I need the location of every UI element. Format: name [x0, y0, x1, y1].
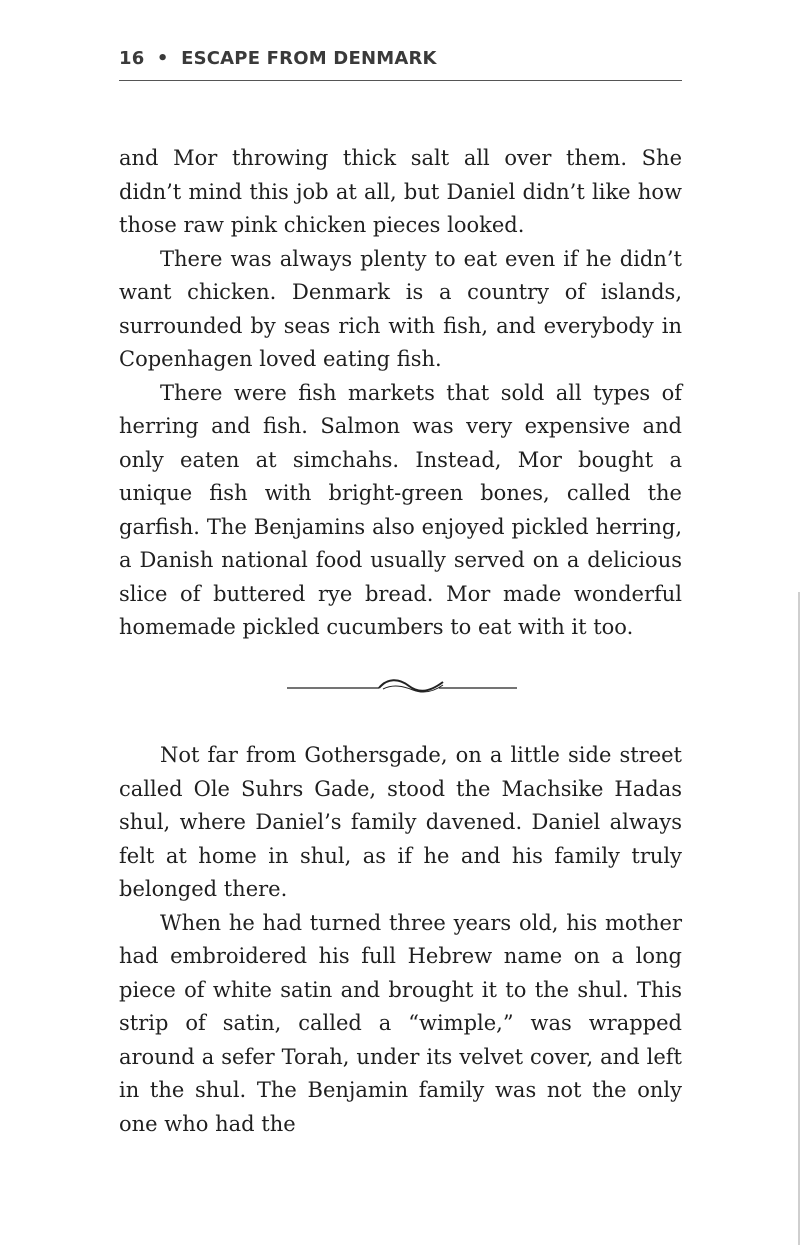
section-break-ornament: [287, 672, 517, 700]
paragraph: There were fish markets that sold all types of herring and fish. Salmon was very expensive and only eaten at simchahs. Instead, Mor bought a unique fish with bright-green bones, called the garfish. The Benjamins also enjoyed pickled herring, a Danish national food usually served on a delicious slice of buttered rye bread. Mor made wonderful homemade pickled cucumbers to eat with it too.: [119, 380, 682, 639]
text-section-1: [119, 142, 682, 645]
paragraph: There was always plenty to eat even if he didn’t want chicken. Denmark is a country of islands, surrounded by seas rich with fish, and everybody in Copenhagen loved eating fish.: [119, 246, 682, 371]
page-number: 16: [119, 48, 145, 69]
paragraph-continued: and Mor throwing thick salt all over them. She didn’t mind this job at all, but Daniel didn’t like how those raw pink chicken pieces looked.: [119, 146, 682, 237]
header-separator: •: [156, 48, 169, 69]
text-section-2: [119, 739, 682, 1141]
running-header: [119, 48, 682, 81]
running-title: ESCAPE FROM DENMARK: [181, 48, 437, 69]
paragraph: When he had turned three years old, his mother had embroidered his full Hebrew name on a long piece of white satin and brought it to the shul. This strip of satin, called a “wimple,” was wrapped around a sefer Torah, under its velvet cover, and left in the shul. The Benjamin family was not the only one who had the: [119, 910, 682, 1136]
paragraph: Not far from Gothersgade, on a little side street called Ole Suhrs Gade, stood the Machsike Hadas shul, where Daniel’s family davened. Daniel always felt at home in shul, as if he and his family truly belonged there.: [119, 743, 682, 901]
